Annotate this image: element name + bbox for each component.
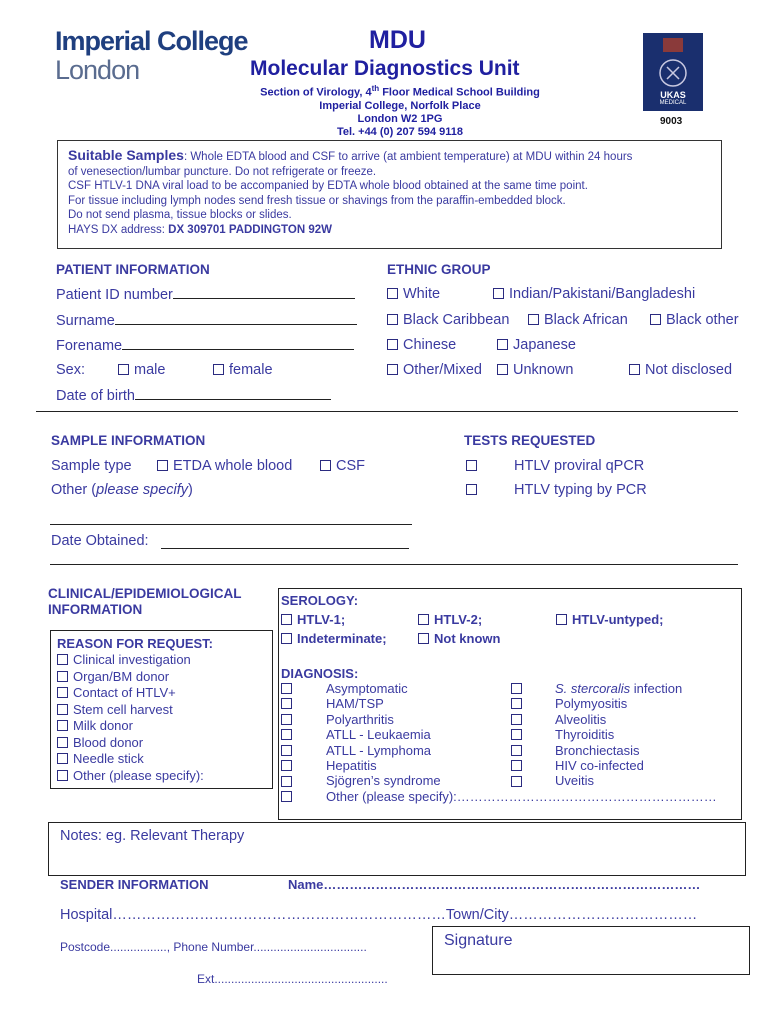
csf-checkbox[interactable]: CSF [320, 458, 365, 474]
diagnosis-checkbox[interactable] [511, 712, 527, 727]
address-line1: Section of Virology, 4th Floor Medical School Building [260, 84, 540, 99]
reason-list [57, 652, 204, 784]
serology-untyped[interactable]: HTLV-untyped; [556, 612, 663, 627]
address-line2: Imperial College, Norfolk Place [319, 99, 481, 112]
other-sample-label: Other (please specify) [51, 482, 193, 498]
clinical-heading: CLINICAL/EPIDEMIOLOGICAL INFORMATION [48, 586, 242, 617]
page-title: MDU [369, 26, 426, 54]
postcode-phone-field[interactable]: Postcode................., Phone Number.................................. [60, 940, 367, 954]
reason-item[interactable]: Organ/BM donor [57, 669, 204, 686]
surname-field[interactable]: Surname [56, 312, 357, 329]
forename-field[interactable]: Forename [56, 337, 354, 354]
serology-htlv2[interactable]: HTLV-2; [418, 612, 482, 627]
diagnosis-other[interactable]: Other (please specify):…………………………………………………… [326, 789, 717, 804]
suitable-samples-text: Suitable Samples: Whole EDTA blood and CSF to arrive (at ambient temperature) at MDU within 24 hours of venesection/lumbar puncture. Do not refrigerate or freeze. CSF HTLV-1 DNA viral load to be accompanied by EDTA whole blood obtained at the same time point. For tissue including lymph nodes send fresh tissue or shavings from the paraffin-embedded block. Do not send plasma, tissue blocks or slides. HAYS DX address: DX 309701 PADDINGTON 92W [68, 147, 633, 236]
date-obtained-line[interactable] [161, 548, 409, 549]
sex-label: Sex: [56, 362, 86, 378]
diagnosis-heading: DIAGNOSIS: [281, 666, 359, 681]
reason-item[interactable]: Blood donor [57, 735, 204, 752]
serology-not-known[interactable]: Not known [418, 631, 500, 646]
tests-heading: TESTS REQUESTED [464, 433, 596, 448]
test1-checkbox[interactable] [466, 458, 482, 474]
diagnosis-checkbox[interactable] [281, 727, 297, 742]
reason-item[interactable]: Other (please specify): [57, 768, 204, 785]
divider-2 [50, 564, 738, 565]
reason-item[interactable]: Milk donor [57, 718, 204, 735]
patient-heading: PATIENT INFORMATION [56, 262, 210, 277]
ethnic-indian[interactable]: Indian/Pakistani/Bangladeshi [493, 286, 695, 302]
ukas-sub: MEDICAL [659, 100, 687, 106]
hospital-town-field[interactable]: Hospital……………………………………………………………Town/City………………………………… [60, 907, 698, 923]
ethnic-japanese[interactable]: Japanese [497, 337, 576, 353]
divider-1 [36, 411, 738, 412]
ukas-logo [643, 33, 703, 111]
page-subtitle: Molecular Diagnostics Unit [250, 57, 520, 80]
test2-checkbox[interactable] [466, 482, 482, 498]
test2-label: HTLV typing by PCR [514, 482, 647, 498]
ext-field[interactable]: Ext.................................................... [197, 972, 388, 986]
diagnosis-checkbox[interactable] [281, 696, 297, 711]
diagnosis-checkbox[interactable] [511, 696, 527, 711]
female-checkbox[interactable]: female [213, 362, 273, 378]
notes-label: Notes: eg. Relevant Therapy [60, 828, 245, 844]
male-checkbox[interactable]: male [118, 362, 165, 378]
other-sample-line[interactable] [50, 524, 412, 525]
patient-id-field[interactable]: Patient ID number [56, 286, 355, 303]
serology-indeterminate[interactable]: Indeterminate; [281, 631, 387, 646]
sample-heading: SAMPLE INFORMATION [51, 433, 206, 448]
reason-item[interactable]: Stem cell harvest [57, 702, 204, 719]
diagnosis-right-checks [511, 681, 527, 789]
test1-label: HTLV proviral qPCR [514, 458, 645, 474]
reason-item[interactable]: Contact of HTLV+ [57, 685, 204, 702]
ethnic-black-caribbean[interactable]: Black Caribbean [387, 312, 509, 328]
address-line4: Tel. +44 (0) 207 594 9118 [336, 125, 464, 138]
dob-field[interactable]: Date of birth [56, 387, 331, 404]
ethnic-other-mixed[interactable]: Other/Mixed [387, 362, 482, 378]
diagnosis-checkbox[interactable] [281, 712, 297, 727]
date-obtained-label: Date Obtained: [51, 533, 149, 549]
diagnosis-checkbox[interactable] [511, 758, 527, 773]
diagnosis-checkbox[interactable] [281, 743, 297, 758]
diagnosis-checkbox[interactable] [281, 773, 297, 788]
ethnic-black-other[interactable]: Black other [650, 312, 739, 328]
reason-heading: REASON FOR REQUEST: [57, 636, 214, 651]
ukas-number: 9003 [660, 116, 683, 127]
logo-line2: London [55, 55, 140, 85]
ukas-text: UKAS [660, 90, 686, 100]
ethnic-white[interactable]: White [387, 286, 440, 302]
samples-heading: Suitable Samples [68, 147, 184, 163]
serology-heading: SEROLOGY: [281, 593, 359, 608]
diagnosis-checkbox[interactable] [281, 789, 297, 804]
sender-name-field[interactable]: Name…………………………………………………………………………… [288, 877, 701, 892]
sample-type-label: Sample type [51, 458, 132, 474]
diagnosis-left-labels: Asymptomatic HAM/TSP Polyarthritis ATLL - Leukaemia ATLL - Lymphoma Hepatitis Sjögren’s syndrome [326, 681, 441, 789]
diagnosis-checkbox[interactable] [511, 743, 527, 758]
reason-item[interactable]: Needle stick [57, 751, 204, 768]
logo-line1: Imperial College [55, 26, 248, 56]
ethnic-not-disclosed[interactable]: Not disclosed [629, 362, 732, 378]
reason-item[interactable]: Clinical investigation [57, 652, 204, 669]
diagnosis-checkbox[interactable] [511, 727, 527, 742]
diagnosis-left-checks [281, 681, 297, 804]
edta-checkbox[interactable]: ETDA whole blood [157, 458, 292, 474]
ethnic-chinese[interactable]: Chinese [387, 337, 456, 353]
sender-heading: SENDER INFORMATION [60, 877, 209, 892]
diagnosis-checkbox[interactable] [281, 681, 297, 696]
diagnosis-checkbox[interactable] [281, 758, 297, 773]
diagnosis-checkbox[interactable] [511, 773, 527, 788]
diagnosis-right-labels: S. stercoralis infection Polymyositis Alveolitis Thyroiditis Bronchiectasis HIV co-infected Uveitis [555, 681, 683, 789]
signature-label: Signature [444, 932, 513, 949]
ethnic-unknown[interactable]: Unknown [497, 362, 573, 378]
diagnosis-checkbox[interactable] [511, 681, 527, 696]
ethnic-heading: ETHNIC GROUP [387, 262, 491, 277]
imperial-logo [55, 26, 248, 84]
address-block [240, 82, 560, 139]
serology-htlv1[interactable]: HTLV-1; [281, 612, 345, 627]
address-line3: London W2 1PG [357, 112, 443, 125]
ethnic-black-african[interactable]: Black African [528, 312, 628, 328]
